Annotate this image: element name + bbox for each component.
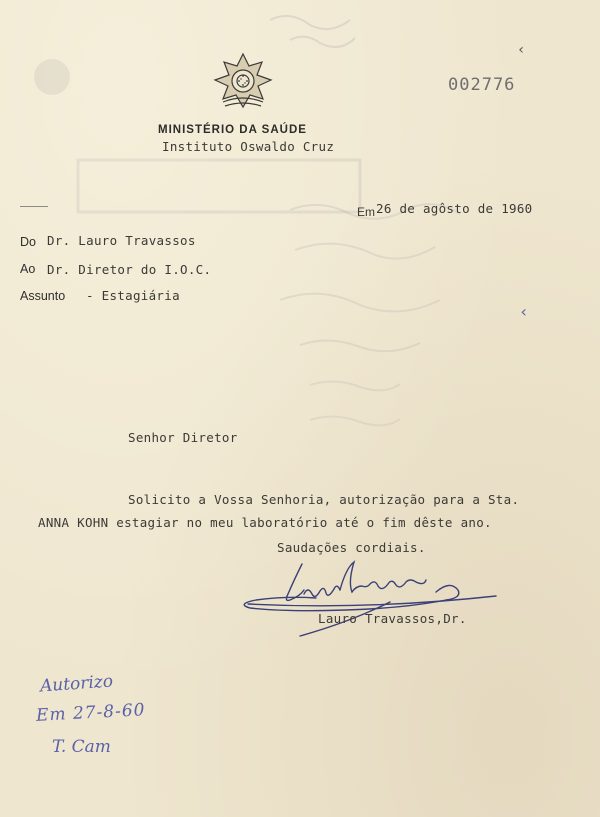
body-line-1: Solicito a Vossa Senhoria, autorização para a Sta.: [128, 492, 520, 507]
institute-name: Instituto Oswaldo Cruz: [162, 139, 335, 154]
seal-bleed-through: [30, 55, 74, 99]
to-label: Ao: [20, 262, 36, 276]
tick-mark: ‹: [517, 42, 526, 58]
subject-value: - Estagiária: [86, 288, 180, 303]
annotation-date: Em 27-8-60: [35, 700, 146, 726]
letter-date: 26 de agôsto de 1960: [376, 201, 533, 216]
divider-dash: [20, 206, 48, 207]
date-prefix: Em: [357, 205, 375, 219]
annotation-authorization: Autorizo: [39, 671, 114, 697]
annotation-initials: T. Cam: [52, 737, 111, 757]
coat-of-arms-emblem: [211, 52, 275, 114]
check-mark: ‹: [519, 302, 529, 321]
salutation: Senhor Diretor: [128, 430, 238, 445]
from-value: Dr. Lauro Travassos: [47, 233, 196, 248]
ministry-heading: MINISTÉRIO DA SAÚDE: [158, 124, 307, 136]
from-label: Do: [20, 235, 36, 249]
subject-label: Assunto: [20, 289, 66, 303]
closing: Saudações cordiais.: [277, 540, 426, 555]
document-number-stamp: 002776: [448, 75, 516, 95]
body-line-2: ANNA KOHN estagiar no meu laboratório até o fim dêste ano.: [38, 515, 492, 530]
typed-signature-name: Lauro Travassos,Dr.: [318, 611, 467, 626]
to-value: Dr. Diretor do I.O.C.: [47, 262, 212, 277]
handwritten-signature: [240, 558, 505, 638]
